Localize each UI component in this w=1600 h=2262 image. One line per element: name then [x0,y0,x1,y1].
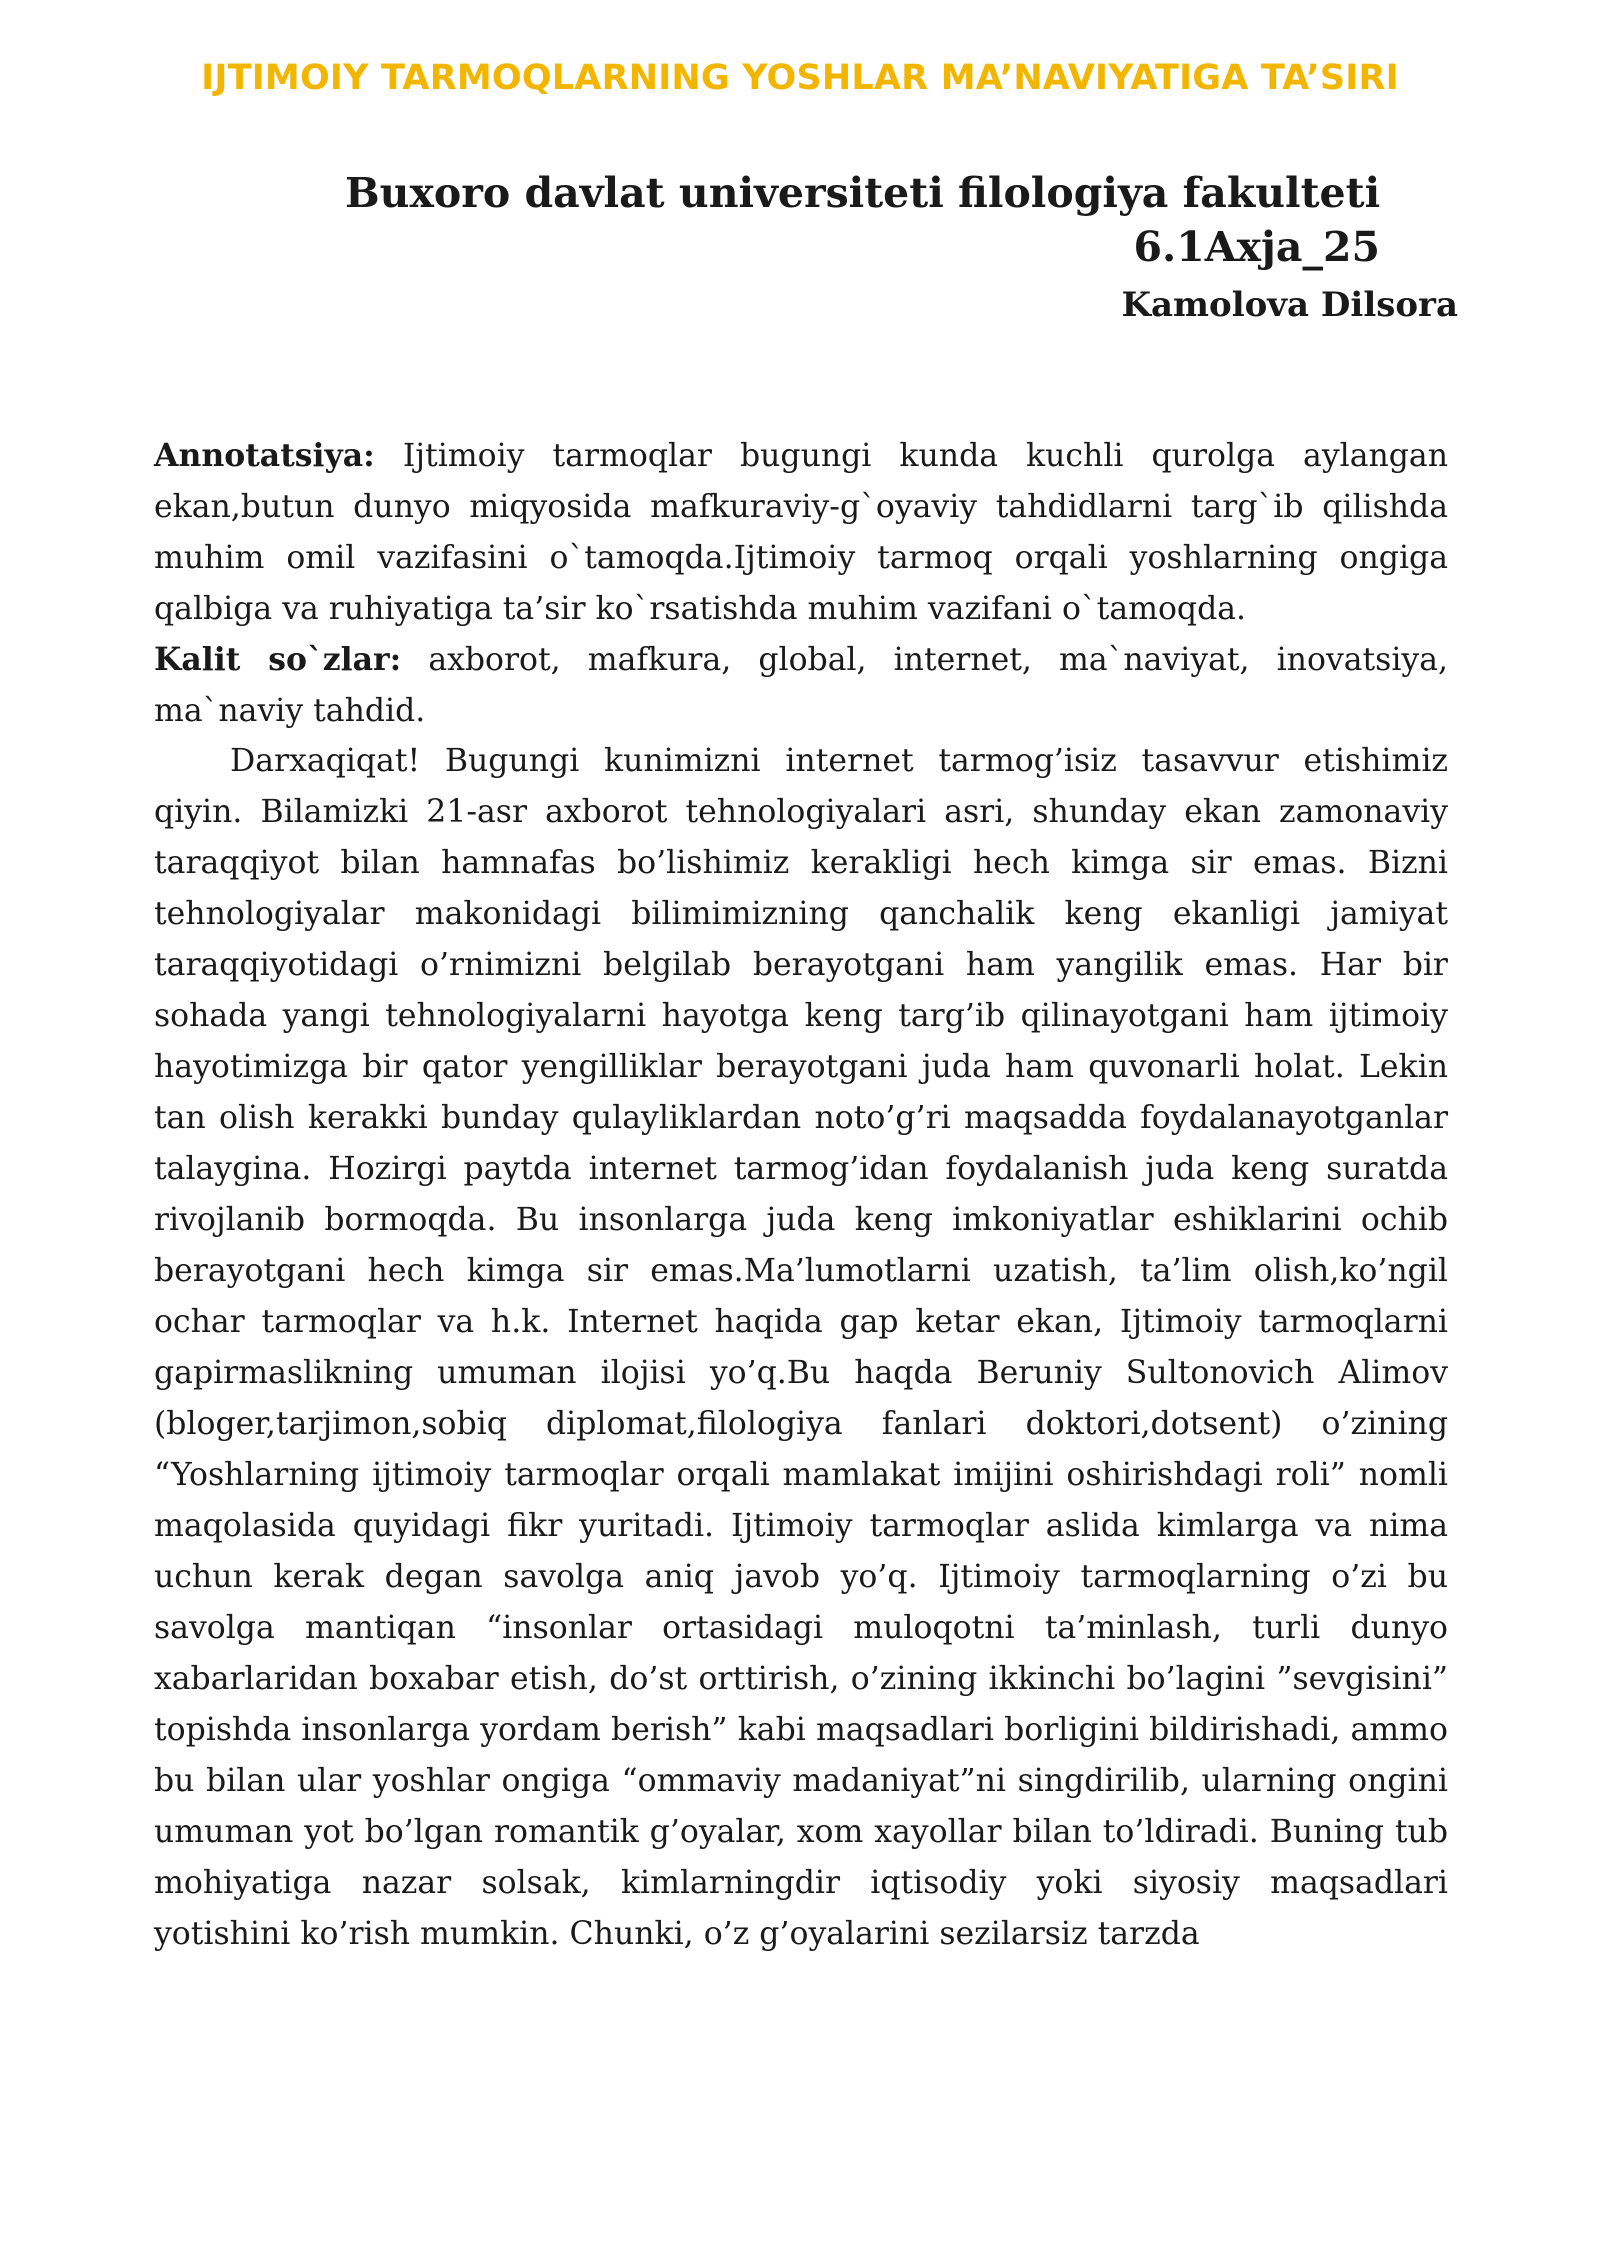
abstract-text: Ijtimoiy tarmoqlar bugungi kunda kuchli qurolga aylangan ekan,butun dunyo miqyosida mafkuraviy-g`oyaviy tahdidlarni targ`ib qilishda muhim omil vazifasini o`tamoqda.Ijtimoiy tarmoq orqali yoshlarning ongiga qalbiga va ruhiyatiga ta’sir ko`rsatishda muhim vazifani o`tamoqda. [154,438,1448,627]
abstract [154,430,1448,635]
group-code: 6.1Axja_25 [1133,223,1380,271]
keywords [154,634,1448,737]
abstract-label: Annotatsiya: [154,437,375,474]
article-title: IJTIMOIY TARMOQLARNING YOSHLAR MA’NAVIYATIGA TA’SIRI [201,58,1399,98]
body-paragraph [154,736,1448,1960]
affiliation: Buxoro davlat universiteti filologiya fakulteti [345,169,1381,217]
keywords-text: axborot, mafkura, global, internet, ma`naviyat, inovatsiya, ma`naviy tahdid. [154,642,1449,729]
author-name: Kamolova Dilsora [1121,285,1458,325]
keywords-label: Kalit so`zlar: [154,641,402,678]
body-paragraph-text: Darxaqiqat! Bugungi kunimizni internet tarmog’isiz tasavvur etishimiz qiyin. Bilamizki 21-asr axborot tehnologiyalari asri, shunday ekan zamonaviy taraqqiyot bilan hamnafas bo’lishimiz kerakligi hech kimga sir emas. Bizni tehnologiyalar makonidagi bilimimizning qanchalik keng ekanligi jamiyat taraqqiyotidagi o’rnimizni belgilab berayotgani ham yangilik emas. Har bir sohada yangi tehnologiyalarni hayotga keng targ’ib qilinayotgani ham ijtimoiy hayotimizga bir qator yengilliklar berayotgani juda ham quvonarli holat. Lekin tan olish kerakki bunday qulayliklardan noto’g’ri maqsadda foydalanayotganlar talaygina. Hozirgi paytda internet tarmog’idan foydalanish juda keng suratda rivojlanib bormoqda. Bu insonlarga juda keng imkoniyatlar eshiklarini ochib berayotgani hech kimga sir emas.Ma’lumotlarni uzatish, ta’lim olish,ko’ngil ochar tarmoqlar va h.k. Internet haqida gap ketar ekan, Ijtimoiy tarmoqlarni gapirmaslikning umuman ilojisi yo’q.Bu haqda Beruniy Sultonovich Alimov (bloger,tarjimon,sobiq diplomat,filologiya fanlari doktori,dotsent) o’zining “Yoshlarning ijtimoiy tarmoqlar orqali mamlakat imijini oshirishdagi roli” nomli maqolasida quyidagi fikr yuritadi. Ijtimoiy tarmoqlar aslida kimlarga va nima uchun kerak degan savolga aniq javob yo’q. Ijtimoiy tarmoqlarning o’zi bu savolga mantiqan “insonlar ortasidagi muloqotni ta’minlash, turli dunyo xabarlaridan boxabar etish, do’st orttirish, o’zining ikkinchi bo’lagini ”sevgisini” topishda insonlarga yordam berish” kabi maqsadlari borligini bildirishadi, ammo bu bilan ular yoshlar ongiga “ommaviy madaniyat”ni singdirilib, ularning ongini umuman yot bo’lgan romantik g’oyalar, xom xayollar bilan to’ldiradi. Buning tub mohiyatiga nazar solsak, kimlarningdir iqtisodiy yoki siyosiy maqsadlari yotishini ko’rish mumkin. Chunki, o’z g’oyalarini sezilarsiz tarzda [154,743,1448,1952]
